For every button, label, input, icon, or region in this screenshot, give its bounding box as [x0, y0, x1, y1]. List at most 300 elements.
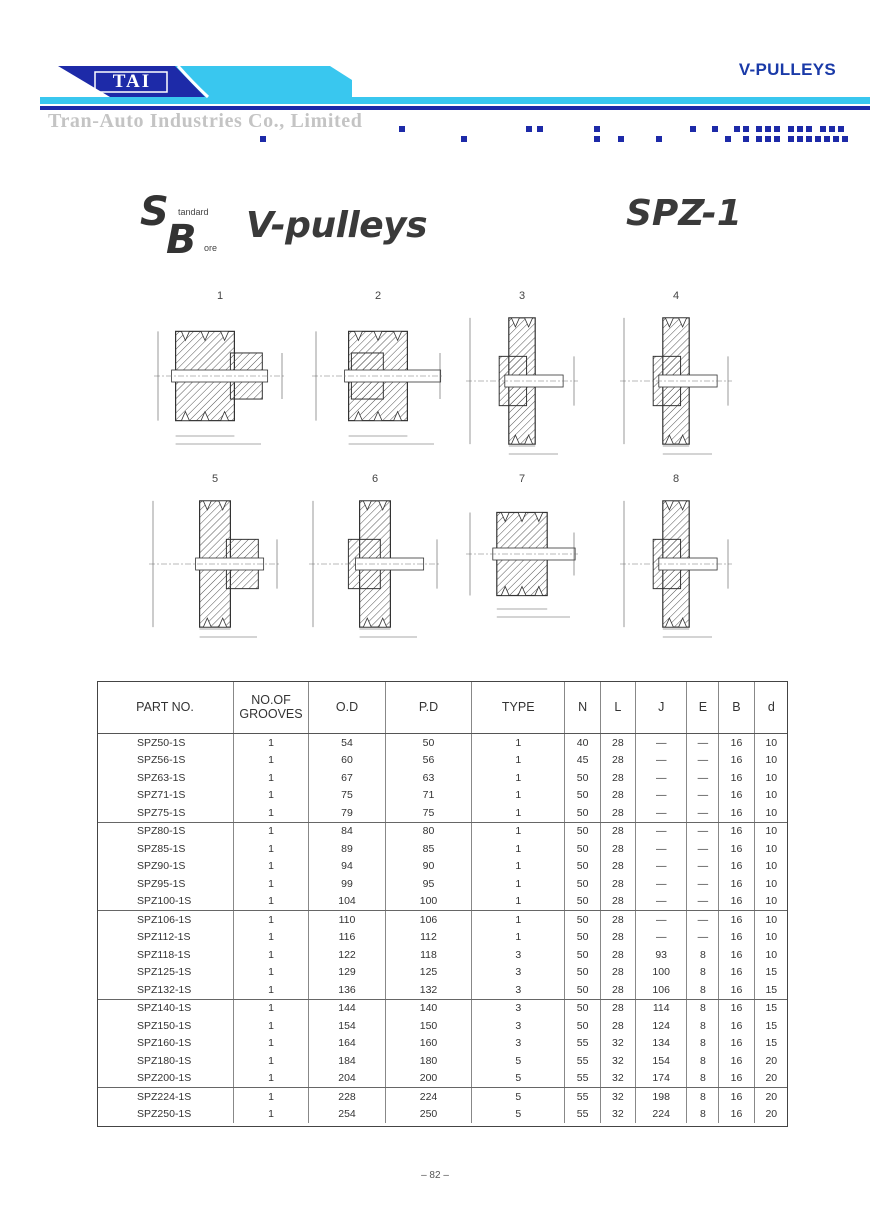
cell-b: 16 — [719, 804, 754, 822]
cell-type: 3 — [472, 964, 565, 982]
cell-od: 110 — [309, 911, 386, 929]
col-header-n: N — [565, 681, 600, 734]
cell-grooves: 1 — [234, 858, 309, 876]
cell-part-no: SPZ180-1S — [97, 1052, 234, 1070]
cell-e: — — [687, 893, 719, 911]
cell-od: 75 — [309, 787, 386, 805]
cell-e: — — [687, 875, 719, 893]
cell-n: 50 — [565, 964, 600, 982]
cell-b: 16 — [719, 752, 754, 770]
cell-b: 16 — [719, 787, 754, 805]
cell-pd: 50 — [386, 734, 472, 752]
cell-l: 28 — [600, 946, 635, 964]
cell-j: — — [635, 769, 686, 787]
cell-e: — — [687, 929, 719, 947]
cell-e: 8 — [687, 1017, 719, 1035]
table-row — [97, 752, 788, 770]
cell-j: 174 — [635, 1070, 686, 1088]
cell-l: 32 — [600, 1106, 635, 1124]
cell-l: 28 — [600, 964, 635, 982]
diagram-1 — [150, 290, 290, 450]
col-header-e: E — [687, 681, 719, 734]
cell-d: 10 — [765, 771, 778, 784]
sb-word-standard: tandard — [178, 207, 209, 217]
cell-type: 1 — [472, 875, 565, 893]
cell-part-no: SPZ56-1S — [97, 752, 234, 770]
cell-l: 32 — [600, 1035, 635, 1053]
table-row — [97, 787, 788, 805]
cell-d: 10 — [765, 789, 778, 802]
cell-part-no: SPZ71-1S — [97, 787, 234, 805]
cell-pd: 160 — [386, 1035, 472, 1053]
cell-type: 1 — [472, 840, 565, 858]
cell-type: 3 — [472, 946, 565, 964]
table-row — [97, 858, 788, 876]
cell-part-no: SPZ118-1S — [97, 946, 234, 964]
col-header-j: J — [635, 681, 686, 734]
cell-j: 114 — [635, 999, 686, 1017]
cell-l: 28 — [600, 875, 635, 893]
cell-d: 15 — [754, 981, 788, 999]
cell-type: 5 — [472, 1052, 565, 1070]
col-header-od: O.D — [309, 681, 386, 734]
pulley-type-3-diagram — [462, 304, 582, 458]
diagram-number: 8 — [672, 473, 680, 485]
cell-d: 10 — [765, 842, 778, 855]
cell-grooves: 1 — [234, 734, 309, 752]
logo-text: TAI — [112, 71, 152, 92]
cell-od: 89 — [309, 840, 386, 858]
cell-b: 16 — [719, 1088, 754, 1106]
cell-b: 16 — [719, 1017, 754, 1035]
cell-type: 1 — [472, 911, 565, 929]
cell-d: 20 — [754, 1070, 788, 1088]
cell-od: 254 — [309, 1106, 386, 1124]
section-title: V-PULLEYS — [738, 60, 836, 79]
diagram-3 — [462, 290, 582, 460]
diagram-number: 1 — [216, 290, 224, 302]
cell-e: — — [687, 734, 719, 752]
table-row — [97, 964, 788, 982]
cell-type: 3 — [472, 1017, 565, 1035]
cell-pd: 90 — [386, 858, 472, 876]
cell-od: 184 — [309, 1052, 386, 1070]
cell-type: 5 — [472, 1070, 565, 1088]
cell-l: 28 — [600, 769, 635, 787]
cell-grooves: 1 — [234, 752, 309, 770]
cell-n: 50 — [565, 840, 600, 858]
cell-n: 50 — [565, 822, 600, 840]
cell-od: 104 — [309, 893, 386, 911]
cell-j: — — [635, 840, 686, 858]
cell-d: 15 — [765, 1037, 778, 1050]
cell-pd: 100 — [386, 893, 472, 911]
col-header-b: B — [719, 681, 754, 734]
cell-d: 20 — [765, 1108, 778, 1121]
table-row — [97, 1088, 788, 1106]
cell-j: — — [635, 929, 686, 947]
cell-b: 16 — [719, 1106, 754, 1124]
cell-e: 8 — [687, 1052, 719, 1070]
cell-b: 16 — [719, 946, 754, 964]
cell-j: — — [635, 804, 686, 822]
cell-j: — — [635, 858, 686, 876]
cell-n: 50 — [565, 804, 600, 822]
cell-pd: 180 — [386, 1052, 472, 1070]
cell-e: — — [687, 769, 719, 787]
cell-grooves: 1 — [234, 929, 309, 947]
cell-part-no: SPZ150-1S — [97, 1017, 234, 1035]
cell-j: 106 — [635, 981, 686, 999]
cell-l: 28 — [600, 752, 635, 770]
cell-grooves: 1 — [234, 840, 309, 858]
cell-type: 1 — [472, 769, 565, 787]
cell-part-no: SPZ75-1S — [97, 804, 234, 822]
table-row — [97, 946, 788, 964]
cell-d: 10 — [765, 913, 778, 926]
cell-grooves: 1 — [234, 1106, 309, 1124]
cell-od: 122 — [309, 946, 386, 964]
cell-n: 50 — [565, 875, 600, 893]
pulley-type-2-diagram — [308, 304, 448, 448]
cell-part-no: SPZ125-1S — [97, 964, 234, 982]
table-row — [97, 929, 788, 947]
cell-n: 50 — [565, 769, 600, 787]
cell-n: 55 — [565, 1035, 600, 1053]
cell-pd: 132 — [386, 981, 472, 999]
pulley-type-1-diagram — [150, 304, 290, 448]
cell-n: 55 — [565, 1088, 600, 1106]
cell-j: 124 — [635, 1017, 686, 1035]
cell-pd: 112 — [386, 929, 472, 947]
cell-type: 3 — [472, 1035, 565, 1053]
cell-e: — — [687, 840, 719, 858]
cell-b: 16 — [719, 858, 754, 876]
col-header-l: L — [600, 681, 635, 734]
cell-od: 79 — [309, 804, 386, 822]
cell-od: 116 — [309, 929, 386, 947]
cell-grooves: 1 — [234, 804, 309, 822]
table-row — [97, 1106, 788, 1124]
header-banner — [0, 0, 870, 112]
cell-l: 28 — [600, 804, 635, 822]
cell-l: 28 — [600, 929, 635, 947]
cell-n: 50 — [565, 893, 600, 911]
diagram-6 — [305, 473, 445, 643]
cell-od: 129 — [309, 964, 386, 982]
cell-d: 10 — [765, 754, 778, 767]
cell-e: — — [687, 858, 719, 876]
cell-pd: 85 — [386, 840, 472, 858]
cell-d: 10 — [765, 860, 778, 873]
cell-grooves: 1 — [234, 769, 309, 787]
cell-part-no: SPZ85-1S — [97, 840, 234, 858]
cell-pd: 80 — [386, 822, 472, 840]
page-title: V-pulleys — [246, 205, 428, 246]
cell-pd: 125 — [386, 964, 472, 982]
cell-e: 8 — [687, 1070, 719, 1088]
cell-od: 164 — [309, 1035, 386, 1053]
cell-grooves: 1 — [234, 787, 309, 805]
cell-n: 50 — [565, 1017, 600, 1035]
cell-part-no: SPZ200-1S — [97, 1070, 234, 1088]
cell-l: 28 — [600, 787, 635, 805]
cell-n: 55 — [565, 1052, 600, 1070]
cell-type: 1 — [472, 822, 565, 840]
cell-e: — — [687, 911, 719, 929]
cell-part-no: SPZ250-1S — [97, 1106, 234, 1124]
cell-part-no: SPZ80-1S — [97, 822, 234, 840]
cell-n: 50 — [565, 911, 600, 929]
cell-b: 16 — [719, 929, 754, 947]
table-body — [97, 734, 788, 1124]
table-row — [97, 999, 788, 1017]
table-row — [97, 734, 788, 752]
cell-d: 15 — [765, 1019, 778, 1032]
table-row — [97, 1052, 788, 1070]
cell-od: 60 — [309, 752, 386, 770]
diagram-number: 5 — [211, 473, 219, 485]
pulley-type-4-diagram — [616, 304, 736, 458]
cell-j: 100 — [635, 964, 686, 982]
col-header-grooves: NO.OF GROOVES — [234, 681, 309, 734]
cell-b: 16 — [719, 911, 754, 929]
cell-l: 28 — [600, 822, 635, 840]
pulley-type-5-diagram — [145, 487, 285, 641]
cell-l: 28 — [600, 1017, 635, 1035]
cell-type: 3 — [472, 999, 565, 1017]
cell-l: 28 — [600, 999, 635, 1017]
cell-e: 8 — [687, 1035, 719, 1053]
cell-n: 50 — [565, 946, 600, 964]
table-row — [97, 1035, 788, 1053]
cell-d: 20 — [765, 1054, 778, 1067]
series-code: SPZ-1 — [626, 193, 742, 234]
cell-b: 16 — [719, 875, 754, 893]
diagram-number: 4 — [672, 290, 680, 302]
cell-b: 16 — [719, 822, 754, 840]
cell-grooves: 1 — [234, 822, 309, 840]
cell-n: 50 — [565, 981, 600, 999]
cell-j: 198 — [635, 1088, 686, 1106]
cell-od: 54 — [309, 734, 386, 752]
cell-n: 50 — [565, 858, 600, 876]
cell-e: 8 — [687, 1088, 719, 1106]
cell-type: 1 — [472, 804, 565, 822]
cell-grooves: 1 — [234, 946, 309, 964]
cell-od: 84 — [309, 822, 386, 840]
cell-j: — — [635, 822, 686, 840]
cell-b: 16 — [719, 769, 754, 787]
diagram-number: 2 — [374, 290, 382, 302]
cell-e: — — [687, 804, 719, 822]
cell-d: 10 — [765, 877, 778, 890]
cell-e: 8 — [687, 1106, 719, 1124]
pulley-type-6-diagram — [305, 487, 445, 641]
table-row — [97, 822, 788, 840]
diagram-4 — [616, 290, 736, 460]
cell-grooves: 1 — [234, 1017, 309, 1035]
cell-e: 8 — [687, 964, 719, 982]
cell-pd: 63 — [386, 769, 472, 787]
cell-b: 16 — [719, 981, 754, 999]
col-header-pd: P.D — [386, 681, 472, 734]
cell-n: 50 — [565, 929, 600, 947]
cell-part-no: SPZ90-1S — [97, 858, 234, 876]
cell-type: 1 — [472, 929, 565, 947]
col-header-d: d — [754, 681, 788, 734]
table-row — [97, 911, 788, 929]
cell-d: 10 — [765, 948, 778, 961]
sb-letter-b: B — [166, 217, 197, 263]
cell-d: 10 — [765, 825, 778, 838]
pulley-type-7-diagram — [462, 487, 582, 621]
cell-b: 16 — [719, 1070, 754, 1088]
cell-grooves: 1 — [234, 1070, 309, 1088]
cell-j: — — [635, 911, 686, 929]
cell-type: 3 — [472, 981, 565, 999]
col-header-part-no: PART NO. — [97, 681, 234, 734]
cell-od: 144 — [309, 999, 386, 1017]
cell-pd: 106 — [386, 911, 472, 929]
cell-e: 8 — [687, 999, 719, 1017]
cell-l: 28 — [600, 981, 635, 999]
cell-part-no: SPZ95-1S — [97, 875, 234, 893]
diagram-7 — [462, 473, 582, 623]
cell-n: 40 — [565, 734, 600, 752]
cell-pd: 118 — [386, 946, 472, 964]
cell-grooves: 1 — [234, 999, 309, 1017]
cell-grooves: 1 — [234, 875, 309, 893]
cell-j: — — [635, 752, 686, 770]
cell-d: 15 — [765, 966, 778, 979]
cell-j: — — [635, 787, 686, 805]
cell-j: — — [635, 893, 686, 911]
cell-type: 1 — [472, 787, 565, 805]
cell-l: 32 — [600, 1070, 635, 1088]
cell-grooves: 1 — [234, 1035, 309, 1053]
cell-l: 28 — [600, 840, 635, 858]
cell-pd: 250 — [386, 1106, 472, 1124]
cell-pd: 140 — [386, 999, 472, 1017]
cell-e: — — [687, 752, 719, 770]
cell-pd: 56 — [386, 752, 472, 770]
company-name: Tran-Auto Industries Co., Limited — [48, 110, 363, 132]
cell-d: 10 — [754, 893, 788, 911]
cell-b: 16 — [719, 893, 754, 911]
cell-l: 32 — [600, 1052, 635, 1070]
cell-l: 28 — [600, 858, 635, 876]
cell-n: 50 — [565, 787, 600, 805]
cell-b: 16 — [719, 964, 754, 982]
cell-type: 1 — [472, 893, 565, 911]
cell-d: 10 — [765, 736, 778, 749]
diagram-number: 3 — [518, 290, 526, 302]
diagram-number: 6 — [371, 473, 379, 485]
cell-j: — — [635, 734, 686, 752]
cell-part-no: SPZ132-1S — [97, 981, 234, 999]
cell-l: 28 — [600, 893, 635, 911]
cell-od: 204 — [309, 1070, 386, 1088]
cell-pd: 200 — [386, 1070, 472, 1088]
sb-word-bore: ore — [204, 243, 218, 253]
standard-bore-logo — [138, 189, 228, 263]
cell-b: 16 — [719, 1035, 754, 1053]
cell-d: 20 — [765, 1090, 778, 1103]
cell-e: 8 — [687, 981, 719, 999]
cell-grooves: 1 — [234, 911, 309, 929]
page-number: – 82 – — [421, 1170, 449, 1181]
cell-part-no: SPZ100-1S — [97, 893, 234, 911]
cell-e: 8 — [687, 946, 719, 964]
cell-n: 55 — [565, 1070, 600, 1088]
cell-l: 32 — [600, 1088, 635, 1106]
col-header-type: TYPE — [472, 681, 565, 734]
cell-j: 134 — [635, 1035, 686, 1053]
cell-e: — — [687, 822, 719, 840]
cell-n: 45 — [565, 752, 600, 770]
table-row — [97, 1017, 788, 1035]
cell-type: 1 — [472, 734, 565, 752]
cell-part-no: SPZ63-1S — [97, 769, 234, 787]
diagram-2 — [308, 290, 448, 450]
cell-od: 99 — [309, 875, 386, 893]
sb-letter-s: S — [140, 189, 169, 235]
diagram-5 — [145, 473, 285, 643]
cell-j: — — [635, 875, 686, 893]
cell-pd: 75 — [386, 804, 472, 822]
pulley-type-8-diagram — [616, 487, 736, 641]
cell-part-no: SPZ224-1S — [97, 1088, 234, 1106]
table-row — [97, 840, 788, 858]
cell-n: 55 — [565, 1106, 600, 1124]
cell-n: 50 — [565, 999, 600, 1017]
cell-part-no: SPZ160-1S — [97, 1035, 234, 1053]
cell-od: 94 — [309, 858, 386, 876]
table-row — [97, 893, 788, 911]
spec-table — [97, 681, 788, 1123]
cell-pd: 71 — [386, 787, 472, 805]
cell-j: 224 — [635, 1106, 686, 1124]
cell-od: 67 — [309, 769, 386, 787]
table-row — [97, 981, 788, 999]
cell-d: 15 — [765, 1002, 778, 1015]
diagram-number: 7 — [518, 473, 526, 485]
cell-part-no: SPZ140-1S — [97, 999, 234, 1017]
cell-grooves: 1 — [234, 893, 309, 911]
cell-pd: 95 — [386, 875, 472, 893]
cell-pd: 224 — [386, 1088, 472, 1106]
cell-grooves: 1 — [234, 981, 309, 999]
cell-grooves: 1 — [234, 1088, 309, 1106]
cell-grooves: 1 — [234, 964, 309, 982]
cell-pd: 150 — [386, 1017, 472, 1035]
cell-l: 28 — [600, 911, 635, 929]
cell-od: 154 — [309, 1017, 386, 1035]
cell-type: 1 — [472, 858, 565, 876]
cell-part-no: SPZ112-1S — [97, 929, 234, 947]
cell-part-no: SPZ50-1S — [97, 734, 234, 752]
cell-type: 1 — [472, 752, 565, 770]
cell-od: 228 — [309, 1088, 386, 1106]
cell-l: 28 — [600, 734, 635, 752]
cell-b: 16 — [719, 999, 754, 1017]
cell-d: 10 — [754, 804, 788, 822]
table-header-row — [97, 681, 788, 734]
cell-d: 10 — [765, 931, 778, 944]
table-row — [97, 804, 788, 822]
cell-grooves: 1 — [234, 1052, 309, 1070]
